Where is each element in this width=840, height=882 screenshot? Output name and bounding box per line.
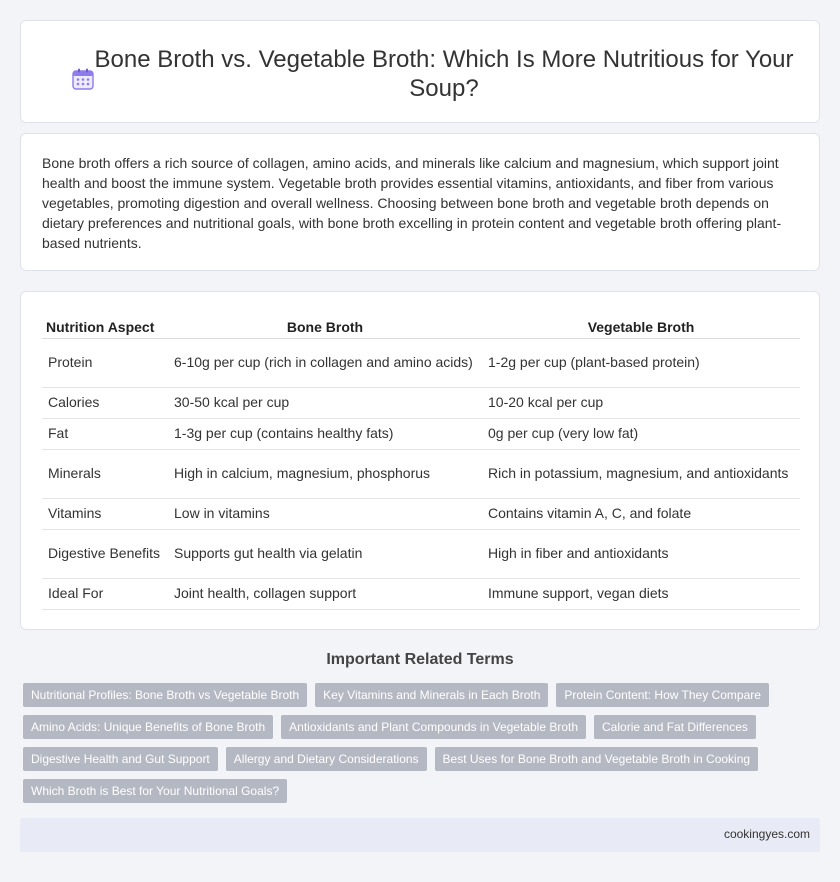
related-term-tag[interactable]: Digestive Health and Gut Support — [23, 747, 218, 771]
cell-aspect: Ideal For — [42, 578, 168, 609]
page-title: Bone Broth vs. Vegetable Broth: Which Is More Nutritious for Your Soup? — [94, 46, 794, 102]
related-term-tag[interactable]: Antioxidants and Plant Compounds in Vegetable Broth — [281, 715, 586, 739]
cell-bone-broth: Joint health, collagen support — [168, 578, 482, 609]
footer — [20, 818, 820, 852]
summary-paragraph: Bone broth offers a rich source of collagen, amino acids, and minerals like calcium and magnesium, which support joint health and boost the immune system. Vegetable broth provides essential vitamins, antioxidants, and fiber from various vegetables, promoting digestion and overall wellness. Choosing between bone broth and vegetable broth depends on dietary preferences and nutritional goals, with bone broth excelling in protein content and vegetable broth offering plant-based nutrients. — [42, 155, 782, 251]
cell-bone-broth: 1-3g per cup (contains healthy fats) — [168, 418, 482, 449]
column-header-aspect: Nutrition Aspect — [42, 316, 168, 338]
table-row — [42, 529, 800, 578]
cell-aspect: Digestive Benefits — [42, 529, 168, 578]
cell-bone-broth: High in calcium, magnesium, phosphorus — [168, 449, 482, 498]
comparison-table-card — [20, 291, 820, 630]
related-terms-list — [23, 683, 803, 803]
cell-vegetable-broth: Contains vitamin A, C, and folate — [482, 498, 800, 529]
column-header-bone-broth: Bone Broth — [168, 316, 482, 338]
related-term-tag[interactable]: Best Uses for Bone Broth and Vegetable Broth in Cooking — [435, 747, 759, 771]
related-terms-heading: Important Related Terms — [326, 651, 514, 668]
column-header-vegetable-broth: Vegetable Broth — [482, 316, 800, 338]
cell-aspect: Fat — [42, 418, 168, 449]
table-header-row — [42, 316, 800, 338]
comparison-table — [42, 316, 800, 610]
cell-bone-broth: 30-50 kcal per cup — [168, 387, 482, 418]
table-row — [42, 578, 800, 609]
related-term-tag[interactable]: Nutritional Profiles: Bone Broth vs Vegetable Broth — [23, 683, 307, 707]
related-term-tag[interactable]: Calorie and Fat Differences — [594, 715, 756, 739]
cell-vegetable-broth: Rich in potassium, magnesium, and antioxidants — [482, 449, 800, 498]
table-row — [42, 387, 800, 418]
cell-aspect: Vitamins — [42, 498, 168, 529]
related-term-tag[interactable]: Allergy and Dietary Considerations — [226, 747, 427, 771]
table-row — [42, 338, 800, 387]
related-term-tag[interactable]: Protein Content: How They Compare — [556, 683, 769, 707]
related-term-tag[interactable]: Key Vitamins and Minerals in Each Broth — [315, 683, 548, 707]
cell-aspect: Protein — [42, 338, 168, 387]
summary-card — [20, 133, 820, 271]
title-card — [20, 20, 820, 123]
table-row — [42, 449, 800, 498]
cell-vegetable-broth: High in fiber and antioxidants — [482, 529, 800, 578]
table-row — [42, 418, 800, 449]
cell-aspect: Minerals — [42, 449, 168, 498]
cell-bone-broth: Supports gut health via gelatin — [168, 529, 482, 578]
footer-site-name: cookingyes.com — [723, 827, 810, 841]
cell-vegetable-broth: 0g per cup (very low fat) — [482, 418, 800, 449]
cell-bone-broth: Low in vitamins — [168, 498, 482, 529]
table-row — [42, 498, 800, 529]
cell-vegetable-broth: 10-20 kcal per cup — [482, 387, 800, 418]
related-term-tag[interactable]: Which Broth is Best for Your Nutritional Goals? — [23, 779, 287, 803]
cell-vegetable-broth: Immune support, vegan diets — [482, 578, 800, 609]
cell-aspect: Calories — [42, 387, 168, 418]
cell-bone-broth: 6-10g per cup (rich in collagen and amino acids) — [168, 338, 482, 387]
related-term-tag[interactable]: Amino Acids: Unique Benefits of Bone Broth — [23, 715, 273, 739]
cell-vegetable-broth: 1-2g per cup (plant-based protein) — [482, 338, 800, 387]
